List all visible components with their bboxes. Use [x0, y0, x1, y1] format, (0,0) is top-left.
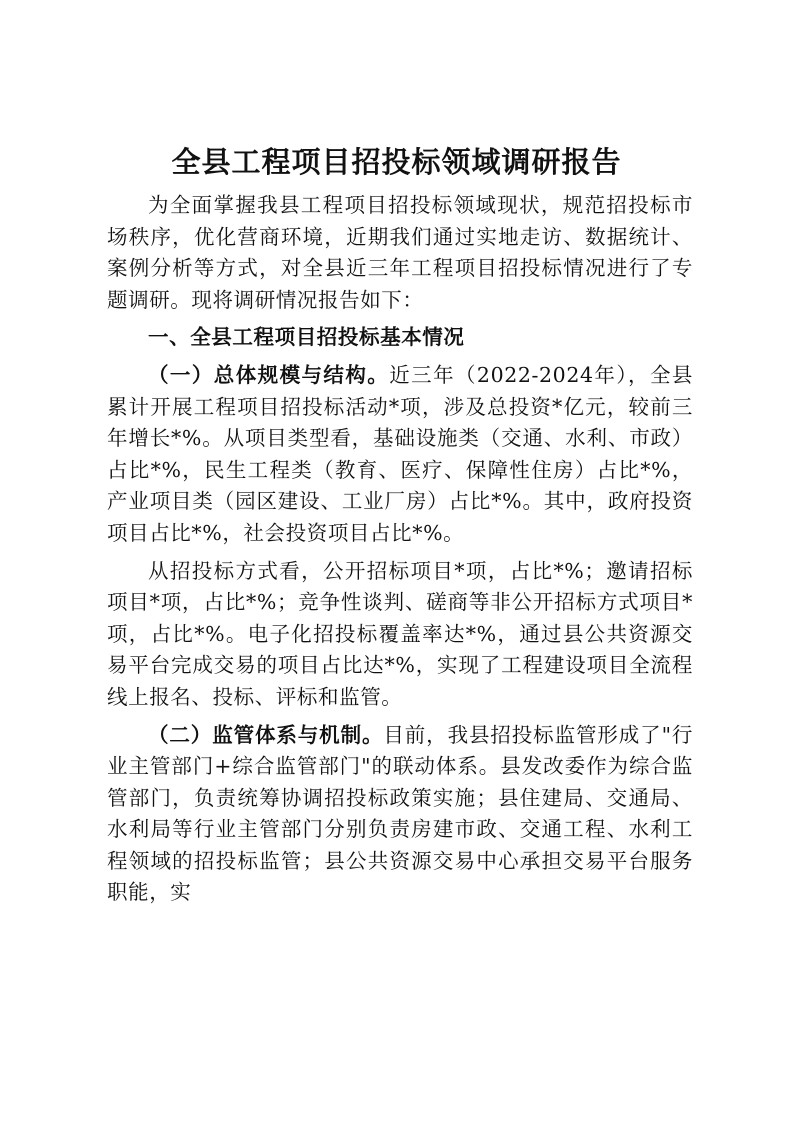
- section-heading: 一、全县工程项目招投标基本情况: [148, 325, 465, 350]
- bidding-methods-paragraph: 从招投标方式看，公开招标项目*项，占比*%；邀请招标项目*项，占比*%；竞争性谈判、磋商等非公开招标方式项目*项，占比*%。电子化招投标覆盖率达*%，通过县公共资源交易平台完成交易的项目占比达*%，实现了工程建设项目全流程线上报名、投标、评标和监管。: [107, 558, 693, 709]
- intro-paragraph: 为全面掌握我县工程项目招投标领域现状，规范招投标市场秩序，优化营商环境，近期我们通过实地走访、数据统计、案例分析等方式，对全县近三年工程项目招投标情况进行了专题调研。现将调研情况报告如下：: [107, 193, 693, 312]
- subsection-2-heading: （二）监管体系与机制。: [148, 722, 384, 747]
- subsection-1-heading: （一）总体规模与结构。: [148, 362, 390, 387]
- subsection-2-text: 目前，我县招投标监管形成了"行业主管部门+综合监管部门"的联动体系。县发改委作为综合监管部门，负责统筹协调招投标政策实施；县住建局、交通局、水利局等行业主管部门分别负责房建市政、交通工程、水利工程领域的招投标监管；县公共资源交易中心承担交易平台服务职能，实: [107, 722, 693, 905]
- subsection-1-paragraph: [107, 360, 693, 550]
- document-title: 全县工程项目招投标领域调研报告: [171, 145, 622, 179]
- document-body: [107, 190, 693, 909]
- subsection-2-paragraph: [107, 720, 693, 910]
- subsection-1-text: 近三年（2022-2024年），全县累计开展工程项目招投标活动*项，涉及总投资*亿元，较前三年增长*%。从项目类型看，基础设施类（交通、水利、市政）占比*%，民生工程类（教育、医疗、保障性住房）占比*%，产业项目类（园区建设、工业厂房）占比*%。其中，政府投资项目占比*%，社会投资项目占比*%。: [107, 362, 693, 545]
